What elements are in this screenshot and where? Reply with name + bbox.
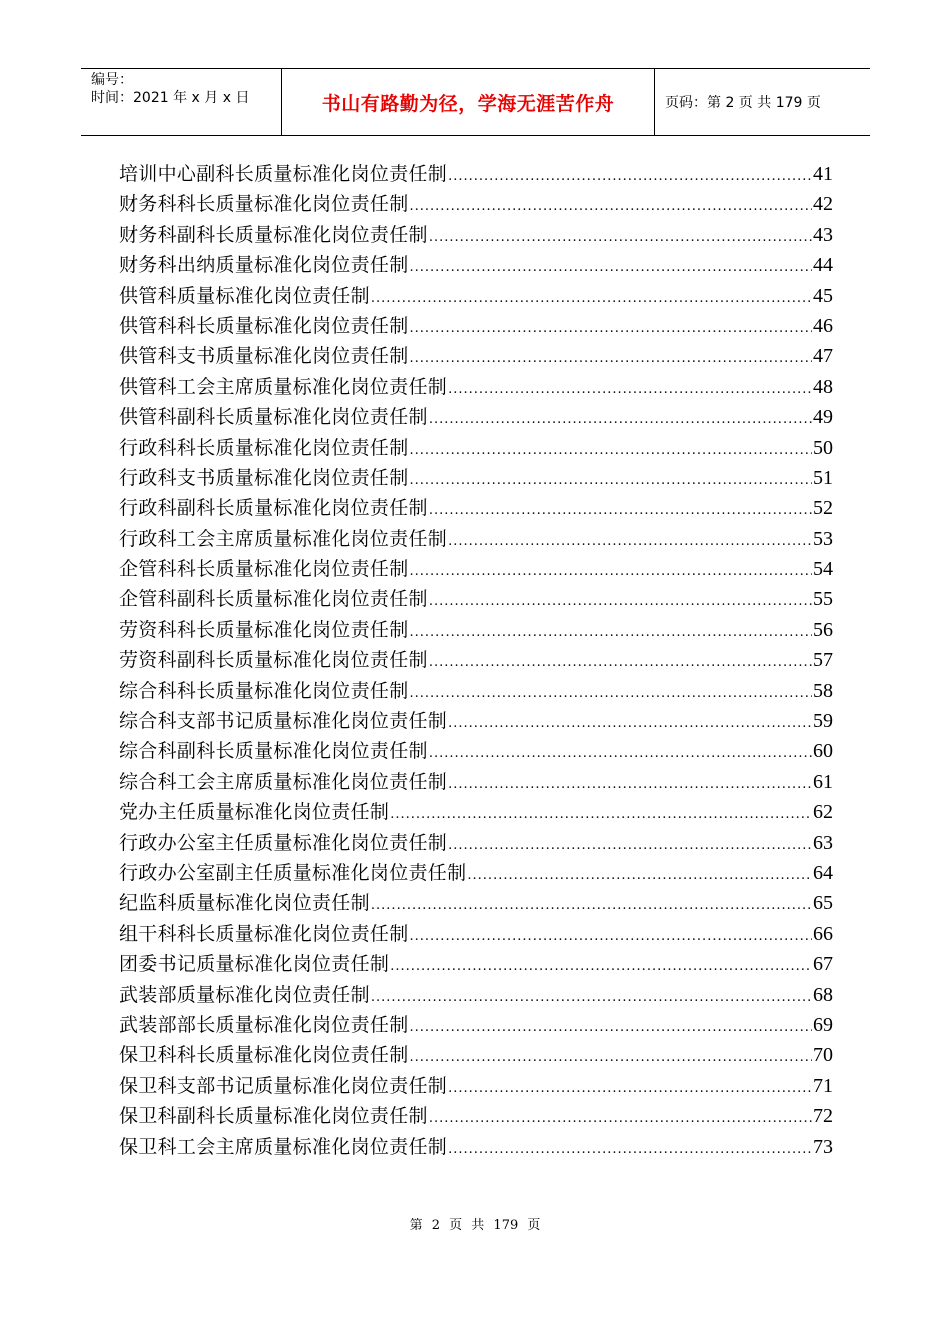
toc-entry[interactable] (119, 584, 833, 614)
toc-entry-page: 70 (813, 1044, 833, 1067)
toc-leader-dots (448, 162, 812, 192)
toc-entry-title: 供管科工会主席质量标准化岗位责任制 (119, 375, 448, 398)
toc-entry[interactable] (119, 767, 833, 797)
toc-entry[interactable] (119, 554, 833, 584)
toc-leader-dots (429, 1104, 812, 1134)
toc-entry-title: 企管科副科长质量标准化岗位责任制 (119, 588, 428, 611)
table-of-contents (119, 159, 833, 1162)
toc-leader-dots (390, 952, 812, 982)
toc-entry-title: 武装部部长质量标准化岗位责任制 (119, 1013, 409, 1036)
toc-entry[interactable] (119, 980, 833, 1010)
toc-leader-dots (448, 375, 812, 405)
toc-entry[interactable] (119, 463, 833, 493)
toc-entry-page: 62 (813, 801, 833, 824)
toc-entry[interactable] (119, 281, 833, 311)
toc-entry-page: 63 (813, 831, 833, 854)
toc-leader-dots (410, 557, 812, 587)
toc-entry-page: 71 (813, 1074, 833, 1097)
toc-entry-page: 73 (813, 1135, 833, 1158)
toc-entry-title: 财务科副科长质量标准化岗位责任制 (119, 223, 428, 246)
toc-entry-title: 综合科工会主席质量标准化岗位责任制 (119, 770, 448, 793)
toc-leader-dots (467, 861, 812, 891)
document-number-label: 编号： (91, 72, 133, 88)
toc-leader-dots (410, 436, 812, 466)
toc-entry-page: 64 (813, 861, 833, 884)
toc-leader-dots (371, 891, 812, 921)
toc-entry[interactable] (119, 949, 833, 979)
toc-entry-page: 42 (813, 193, 833, 216)
toc-entry-page: 60 (813, 740, 833, 763)
toc-entry-title: 行政科科长质量标准化岗位责任制 (119, 436, 409, 459)
toc-entry-page: 56 (813, 618, 833, 641)
toc-leader-dots (429, 648, 812, 678)
header-motto: 书山有路勤为径，学海无涯苦作舟 (282, 69, 655, 135)
toc-entry-title: 行政办公室主任质量标准化岗位责任制 (119, 831, 448, 854)
toc-entry[interactable] (119, 858, 833, 888)
toc-entry[interactable] (119, 250, 833, 280)
toc-leader-dots (371, 983, 812, 1013)
toc-leader-dots (448, 831, 812, 861)
toc-entry-page: 41 (813, 163, 833, 185)
toc-leader-dots (410, 344, 812, 374)
toc-entry-page: 43 (813, 223, 833, 246)
toc-entry[interactable] (119, 919, 833, 949)
toc-entry-title: 财务科科长质量标准化岗位责任制 (119, 193, 409, 216)
toc-entry-page: 54 (813, 558, 833, 581)
toc-entry-page: 44 (813, 254, 833, 277)
toc-leader-dots (410, 466, 812, 496)
toc-entry[interactable] (119, 372, 833, 402)
header-meta (81, 69, 282, 135)
toc-entry[interactable] (119, 493, 833, 523)
toc-entry-title: 供管科支书质量标准化岗位责任制 (119, 345, 409, 368)
toc-entry-page: 58 (813, 679, 833, 702)
toc-entry[interactable] (119, 736, 833, 766)
toc-leader-dots (429, 223, 812, 253)
toc-entry-page: 47 (813, 345, 833, 368)
toc-entry[interactable] (119, 706, 833, 736)
toc-entry-title: 综合科科长质量标准化岗位责任制 (119, 679, 409, 702)
toc-leader-dots (410, 922, 812, 952)
toc-leader-dots (410, 679, 812, 709)
toc-entry-page: 61 (813, 770, 833, 793)
toc-entry[interactable] (119, 311, 833, 341)
toc-entry-title: 保卫科工会主席质量标准化岗位责任制 (119, 1135, 448, 1158)
toc-entry[interactable] (119, 1071, 833, 1101)
page-header (81, 68, 870, 136)
toc-leader-dots (410, 253, 812, 283)
toc-entry[interactable] (119, 159, 833, 189)
page-footer: 第 2 页 共 179 页 (409, 1218, 541, 1233)
toc-entry-title: 行政科工会主席质量标准化岗位责任制 (119, 527, 448, 550)
toc-leader-dots (429, 496, 812, 526)
toc-entry[interactable] (119, 1010, 833, 1040)
toc-entry[interactable] (119, 1101, 833, 1131)
toc-entry[interactable] (119, 1040, 833, 1070)
document-date: 时间：2021 年 x 月 x 日 (91, 90, 250, 106)
toc-entry[interactable] (119, 888, 833, 918)
toc-entry[interactable] (119, 433, 833, 463)
toc-entry-page: 59 (813, 710, 833, 733)
toc-leader-dots (410, 618, 812, 648)
toc-entry-page: 51 (813, 466, 833, 489)
toc-leader-dots (410, 1043, 812, 1073)
toc-entry-title: 党办主任质量标准化岗位责任制 (119, 801, 390, 824)
toc-leader-dots (410, 1013, 812, 1043)
toc-entry[interactable] (119, 341, 833, 371)
toc-leader-dots (448, 1074, 812, 1104)
toc-entry-page: 53 (813, 527, 833, 550)
toc-entry-title: 培训中心副科长质量标准化岗位责任制 (119, 163, 448, 185)
toc-entry-page: 68 (813, 983, 833, 1006)
toc-entry[interactable] (119, 1132, 833, 1162)
toc-leader-dots (448, 1135, 812, 1165)
toc-leader-dots (410, 192, 812, 222)
toc-entry-title: 财务科出纳质量标准化岗位责任制 (119, 254, 409, 277)
toc-entry-title: 保卫科支部书记质量标准化岗位责任制 (119, 1074, 448, 1097)
toc-entry-title: 行政科支书质量标准化岗位责任制 (119, 466, 409, 489)
toc-leader-dots (429, 587, 812, 617)
toc-entry-page: 48 (813, 375, 833, 398)
toc-leader-dots (429, 405, 812, 435)
toc-entry-page: 66 (813, 922, 833, 945)
toc-entry[interactable] (119, 402, 833, 432)
toc-entry[interactable] (119, 797, 833, 827)
toc-entry-title: 纪监科质量标准化岗位责任制 (119, 892, 370, 915)
toc-entry-page: 69 (813, 1013, 833, 1036)
toc-entry-title: 企管科科长质量标准化岗位责任制 (119, 558, 409, 581)
toc-entry-page: 49 (813, 406, 833, 429)
toc-entry-title: 劳资科科长质量标准化岗位责任制 (119, 618, 409, 641)
toc-entry-page: 72 (813, 1105, 833, 1128)
toc-leader-dots (429, 739, 812, 769)
toc-entry[interactable] (119, 645, 833, 675)
toc-leader-dots (410, 314, 812, 344)
toc-entry-page: 57 (813, 649, 833, 672)
header-page-info: 页码：第 2 页 共 179 页 (665, 95, 821, 111)
toc-entry-title: 综合科副科长质量标准化岗位责任制 (119, 740, 428, 763)
toc-entry-title: 供管科科长质量标准化岗位责任制 (119, 314, 409, 337)
toc-entry[interactable] (119, 189, 833, 219)
toc-entry-page: 50 (813, 436, 833, 459)
toc-entry-title: 综合科支部书记质量标准化岗位责任制 (119, 710, 448, 733)
toc-entry[interactable] (119, 676, 833, 706)
toc-entry-page: 46 (813, 314, 833, 337)
toc-entry[interactable] (119, 615, 833, 645)
toc-leader-dots (448, 527, 812, 557)
toc-entry-title: 武装部质量标准化岗位责任制 (119, 983, 370, 1006)
toc-entry-page: 55 (813, 588, 833, 611)
toc-entry-title: 供管科质量标准化岗位责任制 (119, 284, 370, 307)
toc-entry-title: 行政科副科长质量标准化岗位责任制 (119, 497, 428, 520)
toc-entry-page: 52 (813, 497, 833, 520)
toc-entry-title: 团委书记质量标准化岗位责任制 (119, 953, 390, 976)
toc-entry-title: 保卫科科长质量标准化岗位责任制 (119, 1044, 409, 1067)
toc-entry-page: 67 (813, 953, 833, 976)
toc-entry-title: 行政办公室副主任质量标准化岗位责任制 (119, 861, 467, 884)
toc-leader-dots (448, 709, 812, 739)
toc-entry-title: 保卫科副科长质量标准化岗位责任制 (119, 1105, 428, 1128)
toc-entry-title: 劳资科副科长质量标准化岗位责任制 (119, 649, 428, 672)
toc-entry-title: 组干科科长质量标准化岗位责任制 (119, 922, 409, 945)
toc-entry-page: 45 (813, 284, 833, 307)
toc-entry[interactable] (119, 828, 833, 858)
toc-leader-dots (448, 770, 812, 800)
toc-entry-title: 供管科副科长质量标准化岗位责任制 (119, 406, 428, 429)
toc-entry-page: 65 (813, 892, 833, 915)
toc-entry[interactable] (119, 524, 833, 554)
toc-entry[interactable] (119, 220, 833, 250)
toc-leader-dots (390, 800, 812, 830)
toc-leader-dots (371, 284, 812, 314)
